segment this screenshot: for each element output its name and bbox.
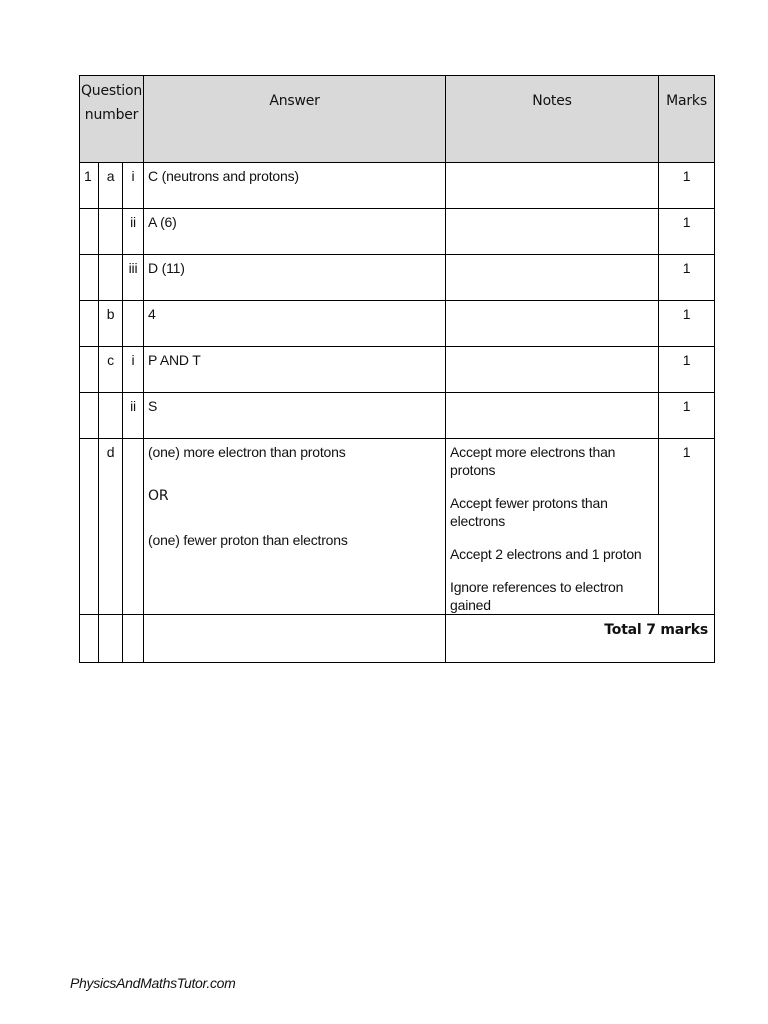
answer-cell: 4 (144, 301, 446, 347)
notes-header: Notes (446, 76, 659, 163)
empty-cell (80, 615, 99, 663)
question-number-cell (80, 393, 99, 439)
marks-cell: 1 (659, 439, 715, 615)
empty-cell (123, 615, 144, 663)
table-row (80, 393, 715, 439)
subpart-cell: i (123, 347, 144, 393)
question-number-cell (80, 301, 99, 347)
subpart-cell: iii (123, 255, 144, 301)
empty-cell (144, 615, 446, 663)
notes-cell (446, 393, 659, 439)
part-cell (99, 255, 123, 301)
answer-option-1: (one) more electron than protons (148, 444, 346, 460)
notes-cell (446, 255, 659, 301)
table-row (80, 209, 715, 255)
part-cell (99, 393, 123, 439)
question-number-cell (80, 347, 99, 393)
empty-cell (99, 615, 123, 663)
note-line: Accept fewer protons than electrons (450, 495, 608, 529)
question-header-line2: number (84, 107, 139, 123)
total-marks: Total 7 marks (446, 615, 715, 663)
notes-cell (446, 439, 659, 615)
subpart-cell: ii (123, 393, 144, 439)
part-cell (99, 209, 123, 255)
subpart-cell (123, 439, 144, 615)
table-row (80, 301, 715, 347)
total-row (80, 615, 715, 663)
footer-source: PhysicsAndMathsTutor.com (70, 975, 236, 991)
marks-header: Marks (659, 76, 715, 163)
part-cell: d (99, 439, 123, 615)
marks-cell: 1 (659, 255, 715, 301)
answer-cell: D (11) (144, 255, 446, 301)
question-number-cell (80, 255, 99, 301)
answer-cell: C (neutrons and protons) (144, 163, 446, 209)
question-number-cell: 1 (80, 163, 99, 209)
marks-cell: 1 (659, 209, 715, 255)
answer-cell: S (144, 393, 446, 439)
subpart-cell: ii (123, 209, 144, 255)
table-row (80, 163, 715, 209)
answer-option-2: (one) fewer proton than electrons (148, 532, 348, 548)
marks-cell: 1 (659, 347, 715, 393)
part-cell: a (99, 163, 123, 209)
answer-cell (144, 439, 446, 615)
note-line: Ignore references to electron gained (450, 579, 624, 613)
answer-header: Answer (144, 76, 446, 163)
table-row (80, 439, 715, 615)
mark-scheme-table (79, 75, 715, 663)
table-row (80, 347, 715, 393)
subpart-cell (123, 301, 144, 347)
notes-cell (446, 163, 659, 209)
notes-cell (446, 347, 659, 393)
marks-cell: 1 (659, 301, 715, 347)
marks-cell: 1 (659, 163, 715, 209)
part-cell: c (99, 347, 123, 393)
answer-cell: P AND T (144, 347, 446, 393)
header-row (80, 76, 715, 163)
part-cell: b (99, 301, 123, 347)
question-number-cell (80, 439, 99, 615)
note-line: Accept 2 electrons and 1 proton (450, 546, 642, 562)
question-number-header (80, 76, 144, 163)
notes-cell (446, 209, 659, 255)
subpart-cell: i (123, 163, 144, 209)
answer-or: OR (148, 488, 169, 504)
table-row (80, 255, 715, 301)
note-line: Accept more electrons than protons (450, 444, 616, 478)
notes-cell (446, 301, 659, 347)
answer-cell: A (6) (144, 209, 446, 255)
marks-cell: 1 (659, 393, 715, 439)
question-number-cell (80, 209, 99, 255)
question-header-line1: Question (80, 83, 143, 99)
